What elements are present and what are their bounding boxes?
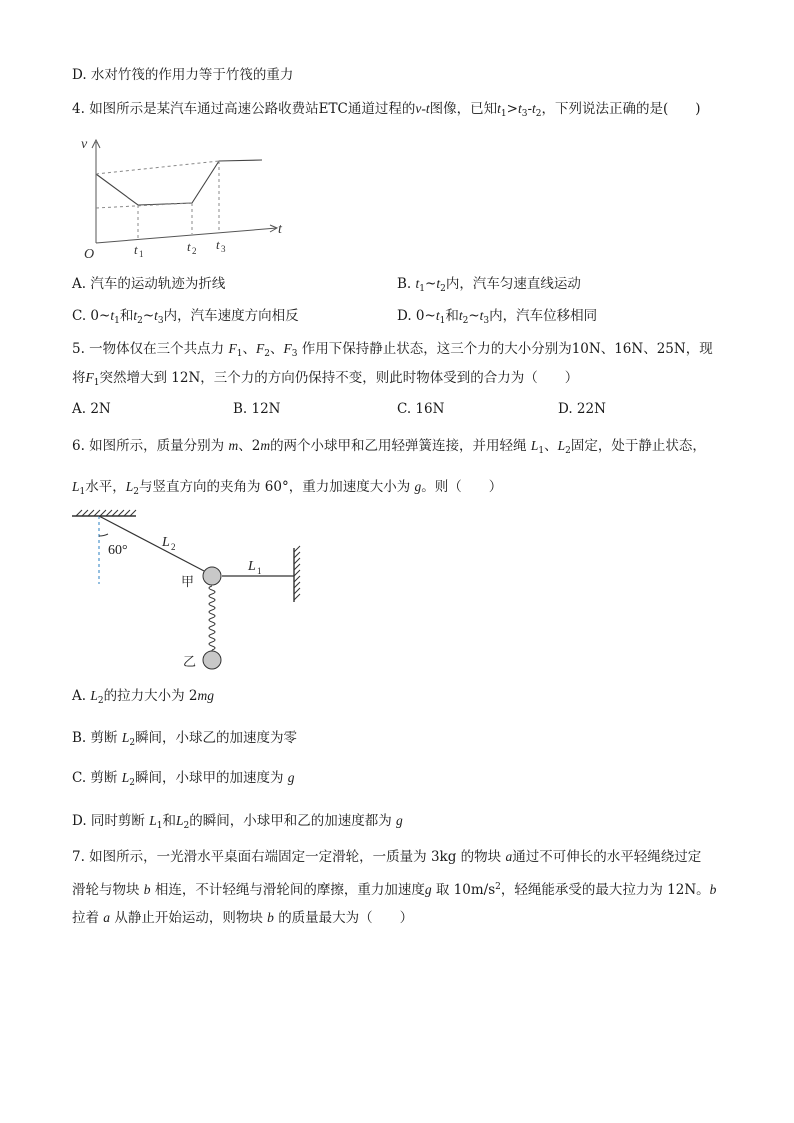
q5-option-d[interactable]: D. 22N [558, 401, 606, 417]
g-sym: g [396, 813, 403, 828]
q6-l1-pre: 6. 如图所示，质量分别为 [72, 438, 225, 454]
q5-l1-pre: 5. 一物体仅在三个共点力 [72, 341, 225, 357]
t-sym: t [458, 308, 463, 323]
q6-l2-end: 。则（ ） [421, 479, 503, 495]
sub-1: 1 [93, 378, 100, 388]
f-sym: F [283, 341, 292, 356]
q6-l2-post: 与竖直方向的夹角为 60°，重力加速度大小为 [139, 479, 411, 495]
q4-cond-gt: > [506, 101, 518, 117]
prev-option-d: D. 水对竹筏的作用力等于竹筏的重力 [72, 67, 294, 83]
q6-a-post: 的拉力大小为 2 [103, 688, 198, 704]
q6-l2-mid: 水平， [85, 479, 126, 495]
ball-jia [203, 567, 221, 585]
q5-option-a[interactable]: A. 2N [72, 401, 111, 417]
sub-2: 2 [264, 349, 270, 359]
sub-3: 3 [291, 349, 298, 359]
q6-a-pre: A. [72, 688, 87, 704]
q6-b-post: 瞬间，小球乙的加速度为零 [135, 730, 298, 746]
q7-l2-post: 取 10m/s [435, 882, 496, 898]
q4-b-post: 内，汽车匀速直线运动 [445, 276, 581, 292]
sub-2: 2 [97, 696, 104, 706]
t3-sub: 3 [221, 244, 226, 254]
exp-2: 2 [495, 882, 501, 892]
l2-label: L [162, 535, 170, 550]
m-sym: m [228, 438, 239, 453]
q7-l1-post: 通过不可伸长的水平轻绳绕过定 [512, 849, 702, 865]
l-sym: L [121, 730, 130, 745]
q4-text-post: ，下列说法正确的是( ) [541, 101, 701, 117]
q7-line3 [72, 909, 413, 927]
spring-figure [72, 508, 312, 673]
sub-1: 1 [439, 316, 446, 326]
g-sym: g [424, 882, 432, 897]
sub-1: 1 [79, 487, 86, 497]
sub-1: 1 [114, 316, 120, 326]
l-sym: L [175, 813, 184, 828]
q7-line1 [72, 848, 701, 866]
sub-2: 2 [183, 821, 190, 831]
q4-c-pre: C. 0~ [72, 308, 111, 324]
sub-2: 2 [565, 446, 571, 456]
q7-l3-post: 从静止开始运动，则物块 [114, 910, 263, 926]
t3-label: t [216, 237, 220, 252]
q7-l3-mid: 拉着 [72, 910, 99, 926]
b-sym: b [143, 882, 151, 897]
q6-d-pre: D. 同时剪断 [72, 813, 145, 829]
ceiling-hatch [76, 510, 136, 516]
q4-cond-t1: t [497, 101, 501, 116]
q7-l1-pre: 7. 如图所示，一光滑水平桌面右端固定一定滑轮，一质量为 3kg 的物块 [72, 849, 502, 865]
f-sym: F [85, 370, 94, 385]
l1-sub: 1 [257, 566, 262, 576]
l-sym: L [557, 438, 566, 453]
q4-d-post: 内，汽车位移相同 [489, 308, 598, 324]
q6-line1: 6. 如图所示，质量分别为 m、2m的两个小球甲和乙用轻弹簧连接，并用轻绳 $L_1$、$L_2$固定，处于静止状态， [72, 438, 706, 456]
b-sym: b [709, 882, 717, 897]
l-sym: L [149, 813, 157, 828]
origin-label: O [84, 247, 95, 262]
t-label: t [278, 222, 282, 237]
sub-2: 2 [535, 109, 542, 119]
q4-number: 4. [72, 101, 85, 117]
q7-l2-mid: 相连，不计轻绳与滑轮间的摩擦，重力加速度 [154, 882, 425, 898]
g-sym: g [414, 479, 422, 494]
q4-cond-t2: t [532, 101, 536, 116]
f-sym: F [255, 341, 265, 356]
q4-cond-minus: - [527, 101, 533, 117]
sub-1: 1 [156, 821, 163, 831]
dash-level [96, 161, 219, 174]
g-sym: g [287, 770, 295, 785]
t2-sub: 2 [192, 246, 197, 256]
l-sym: L [121, 770, 130, 785]
sub-1: 1 [236, 349, 243, 359]
q5-l2-pre: 将 [72, 370, 86, 386]
q6-option-d[interactable] [72, 812, 403, 835]
q7-line2 [72, 878, 716, 899]
q4-d-pre: D. 0~ [397, 308, 436, 324]
a-sym: a [103, 910, 111, 925]
spring [209, 586, 215, 650]
sub-1: 1 [419, 284, 426, 294]
l-sym: L [530, 438, 539, 453]
wall-hatch [294, 546, 300, 600]
vt-graph [72, 128, 292, 263]
sub-3: 3 [483, 316, 490, 326]
sub-1: 1 [538, 446, 545, 456]
t-sym: t [154, 308, 158, 323]
q4-option-c[interactable]: C. $0\sim t_1$和$t_2\sim t_3$内，汽车速度方向相反 [72, 308, 299, 326]
f-sym: F [228, 341, 237, 356]
l-sym: L [72, 479, 80, 494]
mg-sym: mg [197, 688, 214, 703]
vt-curve [96, 160, 262, 205]
q5-option-b[interactable]: B. 12N [233, 401, 281, 417]
q6-l1-mid: 的两个小球甲和乙用轻弹簧连接，并用轻绳 [270, 438, 527, 454]
q4-cond-t3: t [517, 101, 522, 116]
q6-option-a[interactable] [72, 687, 214, 710]
q4-c-post: 内，汽车速度方向相反 [163, 308, 299, 324]
q6-sep: 、2 [238, 438, 261, 454]
q6-b-pre: B. 剪断 [72, 730, 118, 746]
a-sym: a [505, 849, 513, 864]
q6-c-post: 瞬间，小球甲的加速度为 [134, 770, 284, 786]
q5-line2 [72, 369, 578, 392]
t1-label: t [134, 242, 138, 257]
q6-c-pre: C. 剪断 [72, 770, 118, 786]
l-sym: L [90, 688, 98, 703]
q5-l2-post: 突然增大到 12N，三个力的方向仍保持不变，则此时物体受到的合力为（ ） [99, 370, 579, 386]
t-sym: t [479, 308, 484, 323]
q4-text-pre: 如图所示是某汽车通过高速公路收费站ETC通道过程的 [89, 101, 416, 117]
v-label: v [81, 137, 88, 152]
sub-2: 2 [133, 487, 139, 497]
t-sym: t [133, 308, 138, 323]
q7-l2-pre: 滑轮与物块 [72, 882, 140, 898]
t-sym: t [435, 308, 440, 323]
t-sym: t [436, 276, 441, 291]
q5-l1-post: 作用下保持静止状态，这三个力的大小分别为10N、16N、25N，现 [301, 341, 713, 357]
q4-c-mid: 和 [119, 308, 134, 324]
t2-label: t [187, 239, 191, 254]
sub-2: 2 [129, 738, 136, 748]
q6-option-c[interactable] [72, 769, 295, 792]
m-sym: m [260, 438, 271, 453]
q7-l2-end: ，轻绳能承受的最大拉力为 12N。 [500, 882, 710, 898]
q4-option-b[interactable]: B. $t_1\sim t_2$内，汽车匀速直线运动 [397, 276, 581, 294]
l2-sub: 2 [171, 542, 176, 552]
q6-line2 [72, 478, 502, 501]
sub-2: 2 [440, 284, 446, 294]
q6-l1-post: 固定，处于静止状态， [570, 438, 706, 454]
angle-arc [99, 534, 108, 536]
q5-line1: 5. 一物体仅在三个共点力 $F_1$、$F_2$、$F_3$ 作用下保持静止状态，这三个力的大小分别为10N、16N、25N，现 [72, 341, 713, 359]
t-sym: t [110, 308, 115, 323]
sub-2: 2 [462, 316, 469, 326]
sub-3: 3 [157, 316, 164, 326]
sub-3: 3 [521, 109, 528, 119]
b-sym: b [267, 910, 274, 925]
jia-label: 甲 [181, 574, 195, 589]
q4-stem [72, 100, 701, 123]
q6-d-mid: 和 [162, 813, 176, 829]
q5-option-c[interactable]: C. 16N [397, 401, 445, 417]
angle-label: 60° [108, 543, 128, 558]
sub-2: 2 [137, 316, 143, 326]
sub-2: 2 [129, 778, 135, 788]
ball-yi [203, 651, 221, 669]
yi-label: 乙 [183, 654, 197, 669]
q4-option-a[interactable]: A. 汽车的运动轨迹为折线 [72, 276, 226, 292]
q4-text-mid: 图像，已知 [429, 101, 498, 117]
l1-label: L [248, 559, 256, 574]
q6-option-b[interactable] [72, 729, 297, 752]
t-sym: t [415, 276, 420, 291]
t1-sub: 1 [139, 249, 144, 259]
q7-l3-end: 的质量最大为（ ） [278, 910, 414, 926]
q6-d-post: 的瞬间，小球甲和乙的加速度都为 [189, 813, 392, 829]
q4-option-d[interactable]: D. $0\sim t_1$和$t_2\sim t_3$内，汽车位移相同 [397, 308, 598, 326]
q4-b-pre: B. [397, 276, 412, 292]
q4-vt-symbol: v-t [415, 101, 430, 116]
l-sym: L [125, 479, 134, 494]
q4-d-mid: 和 [445, 308, 459, 324]
sub-1: 1 [500, 109, 507, 119]
